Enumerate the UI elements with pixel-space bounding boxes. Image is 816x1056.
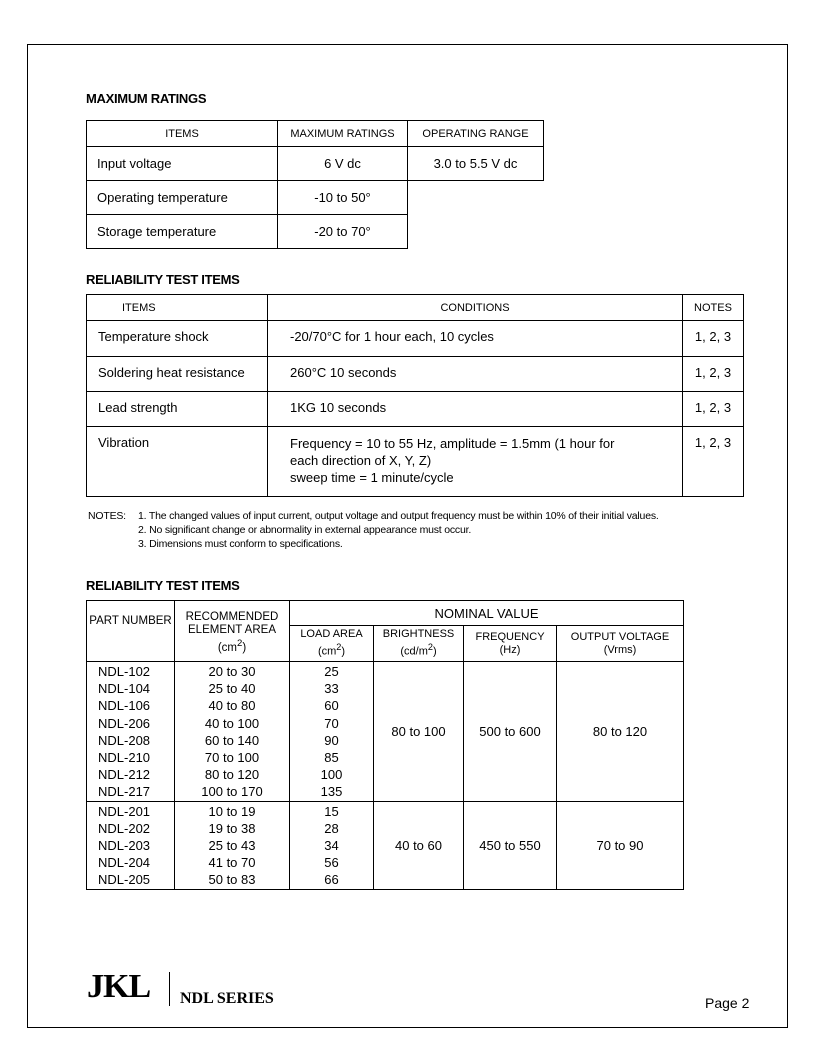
table-row: [87, 392, 744, 427]
unit-superscript: 2: [336, 642, 342, 653]
conditions-cell: 260°C 10 seconds: [268, 357, 683, 392]
output-voltage-label: OUTPUT VOLTAGE: [570, 630, 670, 643]
element-area: 41 to 70: [208, 855, 256, 871]
element-area: 70 to 100: [204, 750, 260, 766]
load-list: [290, 662, 374, 802]
part-number: NDL-205: [98, 872, 151, 888]
empty-cell: [408, 181, 544, 215]
item-cell: Vibration: [87, 427, 268, 497]
brightness-cell: 40 to 60: [374, 801, 464, 889]
part-number: NDL-102: [98, 664, 151, 679]
max-cell: -10 to 50°: [278, 181, 408, 215]
note-item: 2. No significant change or abnormality in external appearance must occur.: [138, 524, 472, 536]
load-area: 85: [324, 750, 339, 766]
reliability-test-table: [86, 294, 744, 497]
part-number: NDL-106: [98, 698, 151, 714]
load-area: 70: [324, 715, 339, 731]
element-area: 10 to 19: [208, 803, 256, 819]
brightness-cell: 80 to 100: [374, 662, 464, 802]
part-number: NDL-202: [98, 820, 151, 836]
part-number: NDL-204: [98, 855, 151, 871]
load-area: 33: [324, 681, 339, 697]
max-ratings-header: MAXIMUM RATINGS: [278, 121, 408, 147]
output-voltage-header: [557, 626, 684, 662]
element-area: 50 to 83: [208, 872, 256, 888]
output-voltage-unit: (Vrms): [603, 643, 637, 656]
part-list: [87, 801, 175, 889]
item-cell: Input voltage: [87, 147, 278, 181]
element-area: 19 to 38: [208, 820, 256, 836]
voltage-cell: 80 to 120: [557, 662, 684, 802]
load-area: 90: [324, 732, 339, 748]
notes-label: NOTES:: [88, 510, 126, 522]
unit-close: ): [242, 641, 247, 654]
element-area: 40 to 80: [208, 698, 256, 714]
unit-superscript: 2: [237, 638, 243, 649]
area-list: [175, 662, 290, 802]
table-row: [87, 662, 684, 802]
notes-cell: 1, 2, 3: [683, 357, 744, 392]
table-row: [87, 427, 744, 497]
area-list: [175, 801, 290, 889]
empty-cell: [408, 215, 544, 249]
conditions-cell: [268, 427, 683, 497]
maximum-ratings-table: [86, 120, 544, 249]
reliability-heading-1: RELIABILITY TEST ITEMS: [86, 272, 240, 287]
brightness-unit: (cd/m: [400, 645, 428, 658]
part-number-header: PART NUMBER: [87, 601, 175, 662]
load-area: 56: [324, 855, 339, 871]
items-header: ITEMS: [87, 295, 268, 321]
notes-cell: 1, 2, 3: [683, 392, 744, 427]
part-number: NDL-206: [98, 715, 151, 731]
load-area-label: LOAD AREA: [300, 628, 363, 641]
element-area: 80 to 120: [204, 767, 260, 783]
part-number: NDL-208: [98, 732, 151, 748]
part-number: NDL-210: [98, 750, 151, 766]
notes-block: [88, 509, 659, 551]
reliability-heading-2: RELIABILITY TEST ITEMS: [86, 578, 240, 593]
load-area: 25: [324, 664, 339, 679]
part-list: [87, 662, 175, 802]
conditions-header: CONDITIONS: [268, 295, 683, 321]
frequency-cell: 500 to 600: [464, 662, 557, 802]
items-header: ITEMS: [87, 121, 278, 147]
unit-close: ): [341, 645, 346, 658]
part-number: NDL-201: [98, 803, 151, 819]
max-cell: 6 V dc: [278, 147, 408, 181]
element-area-label: RECOMMENDED ELEMENT AREA: [185, 611, 279, 636]
load-area: 100: [320, 767, 343, 783]
table-row: [87, 215, 544, 249]
part-number: NDL-217: [98, 784, 151, 800]
conditions-cell: 1KG 10 seconds: [268, 392, 683, 427]
item-cell: Temperature shock: [87, 321, 268, 357]
load-area: 28: [324, 820, 339, 836]
brightness-label: BRIGHTNESS: [382, 628, 455, 641]
element-area: 25 to 43: [208, 838, 256, 854]
condition-line: each direction of X, Y, Z): [290, 453, 432, 468]
element-area-header: [175, 601, 290, 662]
element-area: 100 to 170: [201, 784, 263, 800]
max-cell: -20 to 70°: [278, 215, 408, 249]
element-area: 25 to 40: [208, 681, 256, 697]
brightness-header: [374, 626, 464, 662]
item-cell: Operating temperature: [87, 181, 278, 215]
element-area: 40 to 100: [204, 715, 260, 731]
page-number: Page 2: [705, 995, 750, 1011]
table-row: [87, 357, 744, 392]
part-number-table: [86, 600, 684, 890]
table-row: [87, 801, 684, 889]
series-name: NDL SERIES: [180, 990, 274, 1007]
item-cell: Soldering heat resistance: [87, 357, 268, 392]
part-number: NDL-203: [98, 838, 151, 854]
unit-close: ): [432, 645, 437, 658]
load-area: 15: [324, 803, 339, 819]
notes-cell: 1, 2, 3: [683, 321, 744, 357]
item-cell: Storage temperature: [87, 215, 278, 249]
element-area-unit: (cm: [217, 641, 237, 654]
table-row: [87, 321, 744, 357]
load-area-header: [290, 626, 374, 662]
item-cell: Lead strength: [87, 392, 268, 427]
load-area: 34: [324, 838, 339, 854]
load-area: 60: [324, 698, 339, 714]
operating-range-header: OPERATING RANGE: [408, 121, 544, 147]
part-number: NDL-212: [98, 767, 151, 783]
note-item: 1. The changed values of input current, output voltage and output frequency must be within 10% of their initial values.: [138, 510, 659, 522]
frequency-cell: 450 to 550: [464, 801, 557, 889]
load-area: 66: [324, 872, 339, 888]
condition-line: sweep time = 1 minute/cycle: [290, 470, 454, 485]
frequency-unit: (Hz): [499, 643, 521, 656]
note-item: 3. Dimensions must conform to specifications.: [138, 538, 343, 550]
notes-header: NOTES: [683, 295, 744, 321]
table-row: [87, 147, 544, 181]
condition-line: Frequency = 10 to 55 Hz, amplitude = 1.5mm (1 hour for: [290, 436, 615, 451]
logo-divider: [169, 972, 170, 1006]
unit-superscript: 2: [427, 642, 433, 653]
frequency-label: FREQUENCY: [475, 630, 545, 643]
load-area: 135: [320, 784, 343, 800]
load-area-unit: (cm: [317, 645, 337, 658]
element-area: 60 to 140: [204, 732, 260, 748]
element-area: 20 to 30: [208, 664, 256, 679]
part-number: NDL-104: [98, 681, 151, 697]
range-cell: 3.0 to 5.5 V dc: [408, 147, 544, 181]
nominal-value-header: NOMINAL VALUE: [290, 601, 684, 626]
load-list: [290, 801, 374, 889]
frequency-header: [464, 626, 557, 662]
jkl-logo: JKL: [87, 968, 151, 1005]
notes-cell: 1, 2, 3: [683, 427, 744, 497]
conditions-cell: -20/70°C for 1 hour each, 10 cycles: [268, 321, 683, 357]
table-row: [87, 181, 544, 215]
maximum-ratings-heading: MAXIMUM RATINGS: [86, 91, 207, 106]
voltage-cell: 70 to 90: [557, 801, 684, 889]
